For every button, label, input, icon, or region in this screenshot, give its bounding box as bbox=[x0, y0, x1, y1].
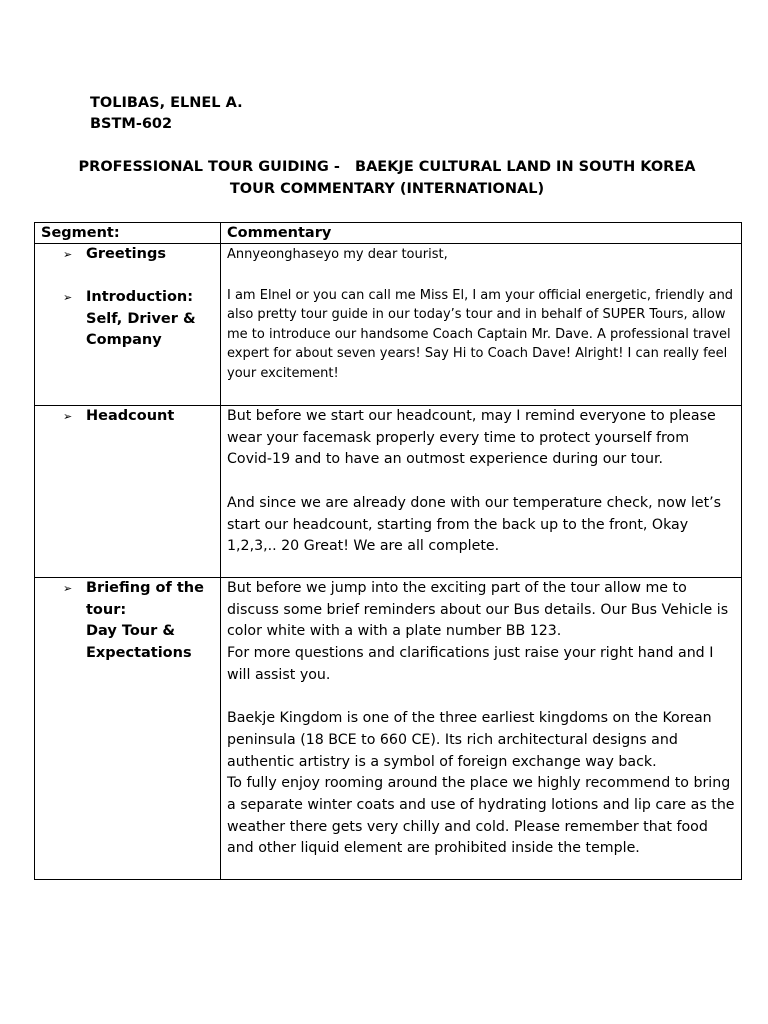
commentary-cell bbox=[221, 406, 742, 578]
student-name: TOLIBAS, ELNEL A. bbox=[90, 95, 243, 111]
commentary-paragraph: Baekje Kingdom is one of the three earliest kingdoms on the Korean peninsula (18 BCE to 660 CE). Its rich architectural designs and authentic artistry is a symbol of foreign exchange way back. bbox=[227, 710, 712, 770]
segment-label: Headcount bbox=[86, 408, 175, 424]
table-row bbox=[35, 244, 742, 406]
commentary-column-header: Commentary bbox=[221, 223, 742, 244]
commentary-paragraph: To fully enjoy rooming around the place we highly recommend to bring a separate winter coats and use of hydrating lotions and lip care as the weather there gets very chilly and cold. Please remember that food and other liquid element are prohibited inside the temple. bbox=[227, 775, 735, 857]
commentary-paragraph: For more questions and clarifications just raise your right hand and I will assist you. bbox=[227, 645, 714, 683]
arrow-bullet-icon: ➢ bbox=[63, 291, 73, 305]
segment-item bbox=[63, 578, 220, 664]
course-code: BSTM-602 bbox=[90, 116, 173, 132]
segment-item bbox=[63, 406, 220, 428]
segment-label: Introduction: Self, Driver & Company bbox=[86, 289, 196, 349]
commentary-table bbox=[34, 222, 742, 880]
segment-label: Greetings bbox=[86, 246, 166, 262]
segment-cell bbox=[35, 406, 221, 578]
segment-item bbox=[63, 244, 220, 266]
table-row bbox=[35, 406, 742, 578]
segment-cell bbox=[35, 578, 221, 880]
arrow-bullet-icon: ➢ bbox=[63, 410, 73, 423]
arrow-bullet-icon: ➢ bbox=[63, 248, 73, 261]
commentary-paragraph: But before we start our headcount, may I remind everyone to please wear your facemask properly every time to protect yourself from Covid-19 and to have an outmost experience during our tour. bbox=[227, 408, 716, 468]
document-header bbox=[90, 93, 243, 135]
segment-label: Briefing of the tour: Day Tour & Expectations bbox=[86, 580, 204, 661]
document-title: PROFESSIONAL TOUR GUIDING - BAEKJE CULTURAL LAND IN SOUTH KOREA bbox=[78, 159, 696, 175]
commentary-cell bbox=[221, 244, 742, 406]
commentary-paragraph: Annyeonghaseyo my dear tourist, bbox=[227, 247, 448, 262]
segment-column-header: Segment: bbox=[35, 223, 221, 244]
commentary-paragraph: And since we are already done with our temperature check, now let’s start our headcount, starting from the back up to the front, Okay 1,2,3,.. 20 Great! We are all complete. bbox=[227, 494, 722, 555]
table-header-row bbox=[35, 223, 742, 244]
document-subtitle: TOUR COMMENTARY (INTERNATIONAL) bbox=[229, 181, 545, 197]
segment-cell bbox=[35, 244, 221, 406]
arrow-bullet-icon: ➢ bbox=[63, 582, 73, 595]
segment-item bbox=[63, 287, 220, 352]
table-row bbox=[35, 578, 742, 880]
commentary-paragraph: But before we jump into the exciting part of the tour allow me to discuss some brief reminders about our Bus details. Our Bus Vehicle is color white with a with a plate number BB 123. bbox=[227, 580, 729, 640]
commentary-paragraph: I am Elnel or you can call me Miss El, I am your official energetic, friendly and also pretty tour guide in our today’s tour and in behalf of SUPER Tours, allow me to introduce our handsome Coach Captain Mr. Dave. A professional travel expert for about seven years! Say Hi to Coach Dave! Alright! I can really feel your excitement! bbox=[227, 287, 734, 381]
commentary-cell bbox=[221, 578, 742, 880]
